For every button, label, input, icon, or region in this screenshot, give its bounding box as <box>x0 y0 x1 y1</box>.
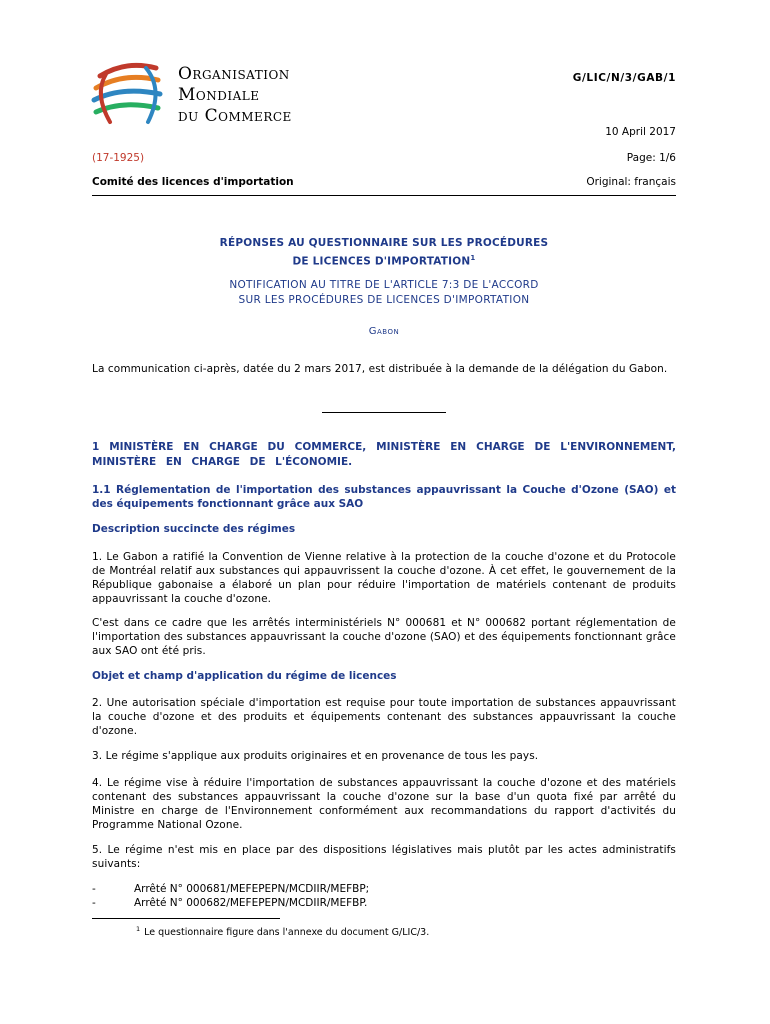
subtitle-line2: SUR LES PROCÉDURES DE LICENCES D'IMPORTATION <box>238 294 530 306</box>
paragraph-5: 5. Le régime n'est mis en place par des dispositions législatives mais plutôt par les actes administratifs suivants: <box>92 844 676 870</box>
original-language: Original: français <box>586 176 676 188</box>
footnote-divider <box>92 918 280 919</box>
wto-emblem-icon <box>86 58 174 130</box>
paragraph-4: 4. Le régime vise à réduire l'importation de substances appauvrissant la couche d'ozone et des matériels contenant des substances appauvrissant la couche d'ozone sur la base d'un quota fixé par arrêté du Ministre en charge de l'Environnement conformément aux recommandations du rapport d'activités du Programme National Ozone. <box>92 777 676 831</box>
document-reference: G/LIC/N/3/GAB/1 <box>572 72 676 84</box>
footnote-mark: 1 <box>136 925 141 933</box>
list-item-1-dash: - <box>92 883 96 895</box>
subtitle-line1: NOTIFICATION AU TITRE DE L'ARTICLE 7:3 DE L'ACCORD <box>229 279 539 291</box>
paragraph-2: 2. Une autorisation spéciale d'importation est requise pour toute importation de substances appauvrissant la couche d'ozone et des produits et équipements contenant des substances appauvrissant la couche d'ozone. <box>92 697 676 737</box>
title-line2: DE LICENCES D'IMPORTATION$^1$ <box>292 254 476 268</box>
title-footnote-mark: 1 <box>470 254 476 262</box>
intro-paragraph: La communication ci-après, datée du 2 mars 2017, est distribuée à la demande de la délégation du Gabon. <box>92 363 668 375</box>
org-name-line1: Organisation <box>178 64 290 84</box>
footnote-text: Le questionnaire figure dans l'annexe du document G/LIC/3. <box>144 927 430 939</box>
org-name <box>178 64 292 127</box>
committee-name: Comité des licences d'importation <box>92 176 294 188</box>
header-divider <box>92 195 676 196</box>
wto-logo <box>86 58 336 130</box>
document-title <box>92 236 676 270</box>
paragraph-1: 1. Le Gabon a ratifié la Convention de Vienne relative à la protection de la couche d'ozone et du Protocole de Montréal relatif aux substances qui appauvrissent la couche d'ozone. À cet effet, le gouvernement de la République gabonaise a élaboré un plan pour réduire l'importation de matériels contenant de produits appauvrissant la couche d'ozone. <box>92 551 676 605</box>
document-number: (17-1925) <box>92 152 145 164</box>
list-item-1: Arrêté N° 000681/MEFEPEPN/MCDIIR/MEFBP; <box>134 883 370 895</box>
document-date: 10 April 2017 <box>605 126 676 138</box>
org-name-line2: Mondiale <box>178 85 260 105</box>
country-name: Gabon <box>368 326 400 337</box>
footnote <box>136 925 429 938</box>
page-indicator: Page: 1/6 <box>626 152 676 164</box>
intro-separator <box>322 412 446 413</box>
paragraph-1b: C'est dans ce cadre que les arrêtés interministériels N° 000681 et N° 000682 portant réglementation de l'importation des substances appauvrissant la couche d'ozone (SAO) et des équipements fonctionnant grâce aux SAO ont été pris. <box>92 617 676 657</box>
section-1-heading: 1 MINISTÈRE EN CHARGE DU COMMERCE, MINISTÈRE EN CHARGE DE L'ENVIRONNEMENT, MINISTÈRE EN CHARGE DE L'ÉCONOMIE. <box>92 441 676 468</box>
description-heading: Description succincte des régimes <box>92 523 296 535</box>
list-item-2: Arrêté N° 000682/MEFEPEPN/MCDIIR/MEFBP. <box>134 897 368 909</box>
org-name-line3: du Commerce <box>178 106 292 126</box>
scope-heading: Objet et champ d'application du régime de licences <box>92 670 397 682</box>
section-1-1-heading: 1.1 Réglementation de l'importation des substances appauvrissant la Couche d'Ozone (SAO) et des équipements fonctionnant grâce aux SAO <box>92 484 676 510</box>
title-line1: RÉPONSES AU QUESTIONNAIRE SUR LES PROCÉDURES <box>219 237 549 249</box>
document-subtitle <box>92 278 676 308</box>
list-item-2-dash: - <box>92 897 96 909</box>
paragraph-3: 3. Le régime s'applique aux produits originaires et en provenance de tous les pays. <box>92 750 539 762</box>
